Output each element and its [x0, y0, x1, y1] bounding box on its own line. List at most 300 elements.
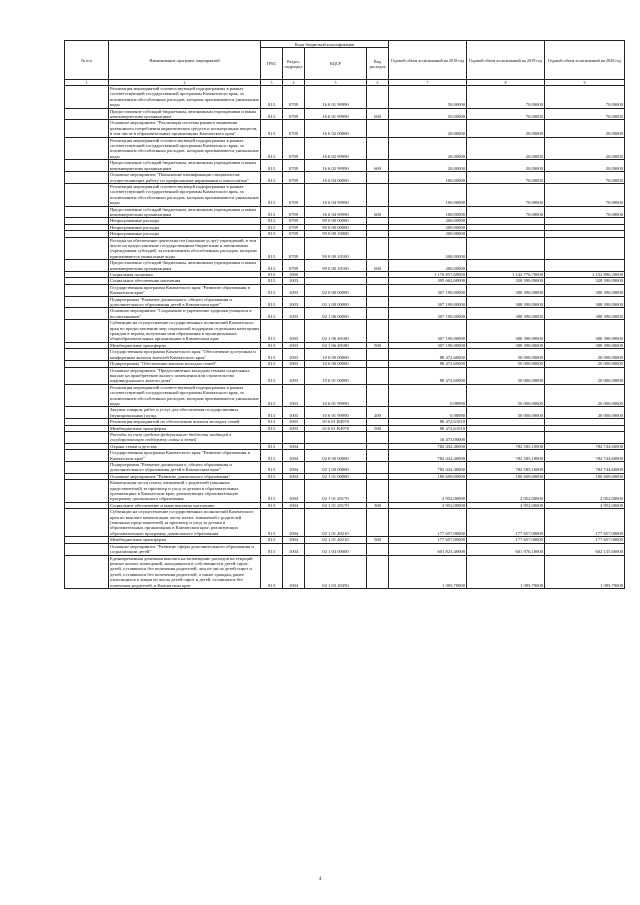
row-name: Социальное обеспечение населения: [109, 278, 261, 284]
row-num: [65, 320, 109, 343]
row-value-2020: 70,00000: [545, 206, 625, 218]
row-value-2020: 20,00000: [545, 137, 625, 160]
row-value-2018: 601 823,40000: [389, 543, 467, 555]
row-num: [65, 480, 109, 503]
row-ksr: 10 0 00 00000: [305, 349, 367, 361]
row-grbs: 813: [261, 237, 283, 260]
header-grbs: ГРБС: [261, 48, 283, 80]
row-vr: 300: [367, 502, 389, 508]
row-ksr: 16 6 02 99990: [305, 160, 367, 172]
row-grbs: 813: [261, 308, 283, 320]
row-razdel: 0709: [283, 260, 305, 272]
row-vr: 500: [367, 537, 389, 543]
row-grbs: 813: [261, 367, 283, 384]
row-vr: 500: [367, 342, 389, 348]
row-razdel: 1004: [283, 509, 305, 537]
row-vr: 600: [367, 260, 389, 272]
row-value-2018: 50,00000: [389, 86, 467, 109]
row-value-2018: 395 662,60000: [389, 278, 467, 284]
document-page: [64, 40, 624, 589]
row-value-2020: 308 390,00000: [545, 296, 625, 308]
colnum: 8: [467, 80, 545, 86]
row-value-2018: 782 432,40000: [389, 450, 467, 462]
row-num: [65, 260, 109, 272]
table-row: [65, 462, 625, 474]
row-num: [65, 543, 109, 555]
row-ksr: 10 6 00 00000: [305, 361, 367, 367]
row-value-2020: [545, 431, 625, 443]
row-razdel: 1003: [283, 308, 305, 320]
row-ksr: 02 1 01 20170: [305, 502, 367, 508]
row-razdel: 0709: [283, 231, 305, 237]
row-value-2018: 177 657,00000: [389, 537, 467, 543]
row-value-2019: 177 657,00000: [467, 509, 545, 537]
row-value-2020: [545, 260, 625, 272]
row-name: Межбюджетные трансферты: [109, 425, 261, 431]
row-vr: [367, 349, 389, 361]
row-vr: [367, 509, 389, 537]
row-ksr: 99 0 00 10000: [305, 231, 367, 237]
row-grbs: 813: [261, 450, 283, 462]
header-vr: Вид расходов: [367, 48, 389, 80]
row-razdel: 1003: [283, 367, 305, 384]
row-grbs: 813: [261, 555, 283, 588]
row-ksr: 99 0 00 00000: [305, 218, 367, 224]
row-ksr: 10 6 01 R4970: [305, 419, 367, 425]
row-ksr: 16 6 04 99990: [305, 206, 367, 218]
row-grbs: 813: [261, 231, 283, 237]
row-value-2019: 1 395,70000: [467, 555, 545, 588]
row-razdel: 1004: [283, 462, 305, 474]
row-ksr: 99 0 00 00000: [305, 224, 367, 230]
row-value-2018: 20,00000: [389, 120, 467, 137]
row-value-2018: 100,00000: [389, 206, 467, 218]
row-value-2018: 100,00000: [389, 183, 467, 206]
row-value-2019: [467, 431, 545, 443]
row-vr: [367, 137, 389, 160]
row-value-2018: 20,00000: [389, 137, 467, 160]
row-name: Основное мероприятие "Реализация системы раннего выявления незаконного потребления наркотических средств и психотропных веществ, в том числе в образовательных организациях Камчатского края": [109, 120, 261, 137]
row-value-2019: 2 952,00000: [467, 480, 545, 503]
row-name: Единовременная денежная выплата на возмещение расходов на текущий ремонт жилых помещений, находящихся в собственности детей-сирот, детей, оставшихся без попечения родителей, лиц из числа детей-сирот и детей, оставшихся без попечения родителей, а также граждан, ранее относящихся к лицам из числа детей-сирот и детей, оставшихся без попечения родителей, в Камчатском крае: [109, 555, 261, 588]
row-vr: [367, 480, 389, 503]
row-razdel: 1004: [283, 443, 305, 449]
row-value-2018: 307 190,00000: [389, 296, 467, 308]
row-ksr: 02 1 01 00000: [305, 473, 367, 479]
row-razdel: 1004: [283, 543, 305, 555]
row-num: [65, 384, 109, 407]
row-name: Реализация мероприятий соответствующей подпрограммы в рамках соответствующей государственной программы Камчатского края, за исключением обособленных расходов, которым присваиваются уникальные коды: [110, 384, 259, 406]
row-vr: 200: [367, 407, 389, 419]
table-row: [65, 86, 625, 109]
row-value-2020: 20 000,00000: [545, 361, 625, 367]
row-grbs: 813: [261, 224, 283, 230]
row-vr: 500: [367, 425, 389, 431]
row-name: Предоставление субсидий бюджетным, автономным учреждениям и иным некоммерческим организациям: [109, 206, 261, 218]
row-name: Основное мероприятие "Развитие сферы дополнительного образования и социализации детей": [109, 543, 261, 555]
row-value-2019: 70,00000: [467, 183, 545, 206]
table-row: [65, 206, 625, 218]
row-value-2018: 88 472,61010: [389, 425, 467, 431]
row-ksr: 16 6 01 99990: [305, 108, 367, 120]
row-razdel: 1004: [283, 502, 305, 508]
row-value-2019: 601 976,10000: [467, 543, 545, 555]
row-value-2018: 782 432,40000: [389, 443, 467, 449]
colnum: 4: [283, 80, 305, 86]
row-value-2018: 50,00000: [389, 108, 467, 120]
row-value-2018: 307 190,00000: [389, 308, 467, 320]
row-value-2018: 200,00000: [389, 260, 467, 272]
row-ksr: 99 0 00 10100: [305, 260, 367, 272]
table-row: [65, 137, 625, 160]
row-grbs: 813: [261, 342, 283, 348]
row-value-2020: 602 135,60000: [545, 543, 625, 555]
row-grbs: 813: [261, 320, 283, 343]
row-num: [65, 160, 109, 172]
row-name: Социальное обеспечение и иные выплаты населению: [109, 502, 261, 508]
row-num: [65, 450, 109, 462]
table-row: [65, 308, 625, 320]
row-grbs: 813: [261, 349, 283, 361]
row-name: Реализация мероприятий по обеспечению жильем молодых семей: [109, 419, 261, 425]
row-vr: [367, 86, 389, 109]
table-row: [65, 502, 625, 508]
row-name: Закупка товаров, работ и услуг для обеспечения государственных (муниципальных) нужд: [109, 407, 261, 419]
row-ksr: [305, 431, 367, 443]
row-grbs: 813: [261, 172, 283, 184]
row-grbs: 813: [261, 443, 283, 449]
row-value-2018: 200,00000: [389, 231, 467, 237]
row-razdel: 0709: [283, 224, 305, 230]
row-value-2020: 782 744,60000: [545, 450, 625, 462]
row-name: Реализация мероприятий соответствующей подпрограммы в рамках соответствующей государственной программы Камчатского края, за исключением обособленных расходов, которым присваиваются уникальные коды: [110, 137, 259, 159]
row-value-2018: 200,00000: [389, 218, 467, 224]
row-ksr: 16 6 04 99990: [305, 183, 367, 206]
row-num: [65, 120, 109, 137]
row-name: Расходы на обеспечение деятельности (оказание услуг) учреждений, в том числе на предоставление государственным бюджетным и автономным учреждениям субсидий, за исключением обособленных расходов, которым присваиваются уникальные коды: [109, 237, 261, 260]
row-value-2020: 177 657,00000: [545, 509, 625, 537]
row-value-2019: 2 952,00000: [467, 502, 545, 508]
row-value-2018: 200,00000: [389, 237, 467, 260]
row-num: [65, 86, 109, 109]
row-num: [65, 183, 109, 206]
row-vr: [367, 431, 389, 443]
row-value-2020: 2 952,00000: [545, 502, 625, 508]
row-value-2018: 88 472,60000: [389, 367, 467, 384]
row-value-2018: 16 473,00000: [389, 431, 467, 443]
row-value-2020: 308 390,00000: [545, 284, 625, 296]
row-grbs: 813: [261, 218, 283, 224]
row-num: [65, 206, 109, 218]
page-number: 4: [318, 877, 322, 882]
header-2019: Годовой объем ассигнований на 2019 год: [467, 41, 545, 80]
table-row: [65, 367, 625, 384]
row-grbs: 813: [261, 260, 283, 272]
row-num: [65, 172, 109, 184]
row-razdel: 0709: [283, 206, 305, 218]
row-value-2019: 782 585,10000: [467, 462, 545, 474]
row-ksr: 02 1 06 00000: [305, 308, 367, 320]
table-row: [65, 349, 625, 361]
row-name: Компенсация части платы, взимаемой с родителей (законных представителей) за присмотр и уход за детьми в образовательных организациях в Камчатском крае, реализующих образовательную программу дошкольного образования: [109, 480, 261, 503]
row-num: [65, 108, 109, 120]
row-value-2019: [467, 260, 545, 272]
row-grbs: 813: [261, 183, 283, 206]
colnum: 6: [367, 80, 389, 86]
row-vr: [367, 462, 389, 474]
table-row: [65, 160, 625, 172]
row-grbs: 813: [261, 537, 283, 543]
row-razdel: [283, 431, 305, 443]
table-row: [65, 320, 625, 343]
row-value-2020: 782 744,60000: [545, 443, 625, 449]
row-name: Непрограммные расходы: [109, 231, 261, 237]
header-2020: Годовой объем ассигнований на 2020 год: [545, 41, 625, 80]
row-grbs: 813: [261, 108, 283, 120]
row-grbs: 813: [261, 407, 283, 419]
row-ksr: 02 1 03 20450: [305, 555, 367, 588]
row-name: Предоставление субсидий бюджетным, автономным учреждениям и иным некоммерческим организациям: [109, 108, 261, 120]
row-grbs: 813: [261, 419, 283, 425]
row-name: Реализация мероприятий соответствующей подпрограммы в рамках соответствующей государственной программы Камчатского края, за исключением обособленных расходов, которым присваиваются уникальные коды: [110, 86, 259, 108]
row-value-2020: 308 390,00000: [545, 320, 625, 343]
header-2018: Годовой объем ассигнований на 2018 год: [389, 41, 467, 80]
row-razdel: 1004: [283, 450, 305, 462]
row-razdel: 1004: [283, 555, 305, 588]
table-row: [65, 172, 625, 184]
row-value-2019: 308 390,00000: [467, 342, 545, 348]
row-name: Основное мероприятие "Предоставление молодым семьям социальных выплат на приобретение жилого помещения или строительство индивидуального жилого дома": [109, 367, 261, 384]
row-vr: [367, 367, 389, 384]
row-value-2019: 358 390,00000: [467, 278, 545, 284]
row-num: [65, 284, 109, 296]
table-row: [65, 543, 625, 555]
colnum: 2: [109, 80, 261, 86]
row-value-2020: 308 390,00000: [545, 342, 625, 348]
row-razdel: 0709: [283, 86, 305, 109]
row-value-2020: 20,00000: [545, 120, 625, 137]
row-ksr: 10 6 01 R4970: [305, 425, 367, 431]
row-value-2019: 70,00000: [467, 86, 545, 109]
row-value-2019: 70,00000: [467, 206, 545, 218]
row-value-2019: 50 000,00000: [467, 361, 545, 367]
row-value-2018: 1 170 857,69000: [389, 272, 467, 278]
row-name: Государственная программа Камчатского края "Развитие образования в Камчатском крае": [109, 450, 261, 462]
row-value-2018: 1 395,70000: [389, 555, 467, 588]
table-header: [65, 41, 625, 86]
row-value-2018: 2 952,00000: [389, 480, 467, 503]
row-value-2019: 308 390,00000: [467, 296, 545, 308]
row-name: Субвенции на осуществление государственных полномочий Камчатского края по выплате компенсации части платы, взимаемой с родителей (законных представителей) за присмотр и уход за детьми в образовательных организациях в Камчатском крае, реализующих образовательную программу дошкольного образования: [109, 509, 261, 537]
row-value-2020: 20 000,00000: [545, 384, 625, 407]
row-razdel: 0709: [283, 218, 305, 224]
row-grbs: [261, 431, 283, 443]
row-value-2020: 1 132 896,20000: [545, 272, 625, 278]
row-value-2019: 782 585,10000: [467, 450, 545, 462]
row-grbs: 813: [261, 384, 283, 407]
row-value-2018: 200,00000: [389, 224, 467, 230]
row-razdel: 1004: [283, 480, 305, 503]
row-razdel: 1004: [283, 473, 305, 479]
row-razdel: 1003: [283, 419, 305, 425]
row-value-2018: 177 657,00000: [389, 509, 467, 537]
row-value-2020: 177 657,00000: [545, 537, 625, 543]
row-num: [65, 462, 109, 474]
row-razdel: 0709: [283, 183, 305, 206]
row-vr: [367, 284, 389, 296]
row-value-2020: 70,00000: [545, 86, 625, 109]
row-ksr: 16 6 04 00000: [305, 172, 367, 184]
table-row: [65, 384, 625, 407]
row-value-2019: 308 390,00000: [467, 320, 545, 343]
row-num: [65, 407, 109, 419]
row-grbs: 813: [261, 480, 283, 503]
row-razdel: 1003: [283, 296, 305, 308]
table-row: [65, 480, 625, 503]
row-value-2020: 2 952,00000: [545, 480, 625, 503]
row-razdel: 1003: [283, 320, 305, 343]
row-num: [65, 431, 109, 443]
row-value-2018: 0,98990: [389, 384, 467, 407]
colnum: 7: [389, 80, 467, 86]
row-name: Подпрограмма "Обеспечение жильем молодых семей": [109, 361, 261, 367]
row-value-2019: 20,00000: [467, 137, 545, 160]
row-value-2020: 328 390,00000: [545, 278, 625, 284]
row-grbs: 813: [261, 278, 283, 284]
row-value-2018: 88 472,60000: [389, 361, 467, 367]
row-value-2020: 70,00000: [545, 183, 625, 206]
row-grbs: 813: [261, 425, 283, 431]
header-codes-group: Коды бюджетной классификации: [261, 41, 389, 48]
row-razdel: 1003: [283, 361, 305, 367]
table-row: [65, 108, 625, 120]
row-name: Расходы за счет средств федерального бюджета входящей в государственную поддержку семьи и детей: [109, 431, 261, 443]
row-value-2020: 20 000,00000: [545, 349, 625, 361]
row-ksr: 02 1 00 00000: [305, 462, 367, 474]
row-value-2020: 782 744,60000: [545, 462, 625, 474]
table-row: [65, 237, 625, 260]
row-value-2019: 50 000,00000: [467, 349, 545, 361]
row-value-2020: 70,00000: [545, 108, 625, 120]
row-value-2019: 20,00000: [467, 160, 545, 172]
row-value-2019: 70,00000: [467, 172, 545, 184]
row-name: Предоставление субсидий бюджетным, автономным учреждениям и иным некоммерческим организациям: [109, 160, 261, 172]
row-num: [65, 137, 109, 160]
table-row: [65, 120, 625, 137]
row-num: [65, 555, 109, 588]
row-vr: [367, 543, 389, 555]
table-row: [65, 473, 625, 479]
row-ksr: 02 0 00 00000: [305, 284, 367, 296]
row-num: [65, 308, 109, 320]
row-grbs: 813: [261, 206, 283, 218]
row-name: Межбюджетные трансферты: [109, 537, 261, 543]
row-razdel: 1003: [283, 278, 305, 284]
row-value-2020: 308 390,00000: [545, 308, 625, 320]
row-razdel: 1003: [283, 384, 305, 407]
table-row: [65, 183, 625, 206]
row-grbs: 813: [261, 120, 283, 137]
table-row: [65, 407, 625, 419]
header-name: Наименование программ, мероприятий: [109, 41, 261, 80]
row-razdel: 0709: [283, 237, 305, 260]
row-name: Непрограммные расходы: [109, 224, 261, 230]
row-name: Основное мероприятие "Развитие дошкольного образования": [109, 473, 261, 479]
row-razdel: 0709: [283, 137, 305, 160]
row-name: Реализация мероприятий соответствующей подпрограммы в рамках соответствующей государственной программы Камчатского края, за исключением обособленных расходов, которым присваиваются уникальные коды: [110, 183, 259, 206]
row-name: Непрограммные расходы: [109, 218, 261, 224]
colnum: 5: [305, 80, 367, 86]
row-grbs: 813: [261, 86, 283, 109]
row-razdel: 1003: [283, 349, 305, 361]
row-value-2020: 20,00000: [545, 160, 625, 172]
row-value-2020: [545, 237, 625, 260]
row-value-2018: 20,00000: [389, 160, 467, 172]
row-value-2020: 70,00000: [545, 172, 625, 184]
row-value-2018: 100,00000: [389, 172, 467, 184]
row-name: Государственная программа Камчатского края "Обеспечение доступным и комфортным жильем жителей Камчатского края": [109, 349, 261, 361]
table-row: [65, 342, 625, 348]
row-vr: 600: [367, 108, 389, 120]
row-num: [65, 367, 109, 384]
row-name: Субвенции на осуществление государственных полномочий Камчатского края по предоставлению мер социальной поддержки отдельным категориям граждан в период получения ими образования в муниципальных общеобразовательных организациях в Камчатском крае: [110, 320, 259, 342]
table-row: [65, 431, 625, 443]
row-vr: 600: [367, 160, 389, 172]
row-ksr: 16 6 01 99990: [305, 86, 367, 109]
header-num: № п/п: [65, 41, 109, 80]
row-ksr: 02 1 01 40210: [305, 537, 367, 543]
row-value-2019: 50 000,00000: [467, 367, 545, 384]
row-ksr: 10 6 01 99990: [305, 384, 367, 407]
budget-table: [64, 40, 625, 589]
row-value-2019: 20,00000: [467, 120, 545, 137]
row-ksr: 02 1 06 40180: [305, 320, 367, 343]
row-value-2020: 1 395,70000: [545, 555, 625, 588]
row-value-2019: 782 585,10000: [467, 443, 545, 449]
row-ksr: 02 1 03 00000: [305, 543, 367, 555]
row-vr: [367, 308, 389, 320]
row-name: Государственная программа Камчатского края "Развитие образования в Камчатском крае": [109, 284, 261, 296]
row-grbs: 813: [261, 361, 283, 367]
row-razdel: 0709: [283, 172, 305, 184]
row-value-2020: 180 609,00000: [545, 473, 625, 479]
row-name: Подпрограмма "Развитие дошкольного, общего образования и дополнительного образования детей в Камчатском крае": [109, 462, 261, 474]
row-ksr: 99 0 00 10100: [305, 237, 367, 260]
row-value-2018: 0,98990: [389, 407, 467, 419]
row-value-2019: 50 000,00000: [467, 407, 545, 419]
row-grbs: 813: [261, 160, 283, 172]
row-ksr: 02 1 01 20170: [305, 480, 367, 503]
table-row: [65, 450, 625, 462]
row-razdel: 1003: [283, 342, 305, 348]
row-value-2019: 177 657,00000: [467, 537, 545, 543]
row-grbs: 813: [261, 509, 283, 537]
row-razdel: 1003: [283, 407, 305, 419]
row-ksr: 02 1 00 00000: [305, 296, 367, 308]
row-ksr: 16 6 02 99990: [305, 137, 367, 160]
row-value-2019: 308 390,00000: [467, 284, 545, 296]
row-value-2020: 20 000,00000: [545, 407, 625, 419]
row-num: [65, 349, 109, 361]
row-razdel: 0709: [283, 160, 305, 172]
row-value-2018: 307 190,00000: [389, 320, 467, 343]
row-razdel: 0709: [283, 108, 305, 120]
table-body: [65, 86, 625, 589]
row-grbs: 813: [261, 137, 283, 160]
row-name: Предоставление субсидий бюджетным, автономным учреждениям и иным некоммерческим организациям: [109, 260, 261, 272]
row-vr: [367, 296, 389, 308]
table-row: [65, 361, 625, 367]
